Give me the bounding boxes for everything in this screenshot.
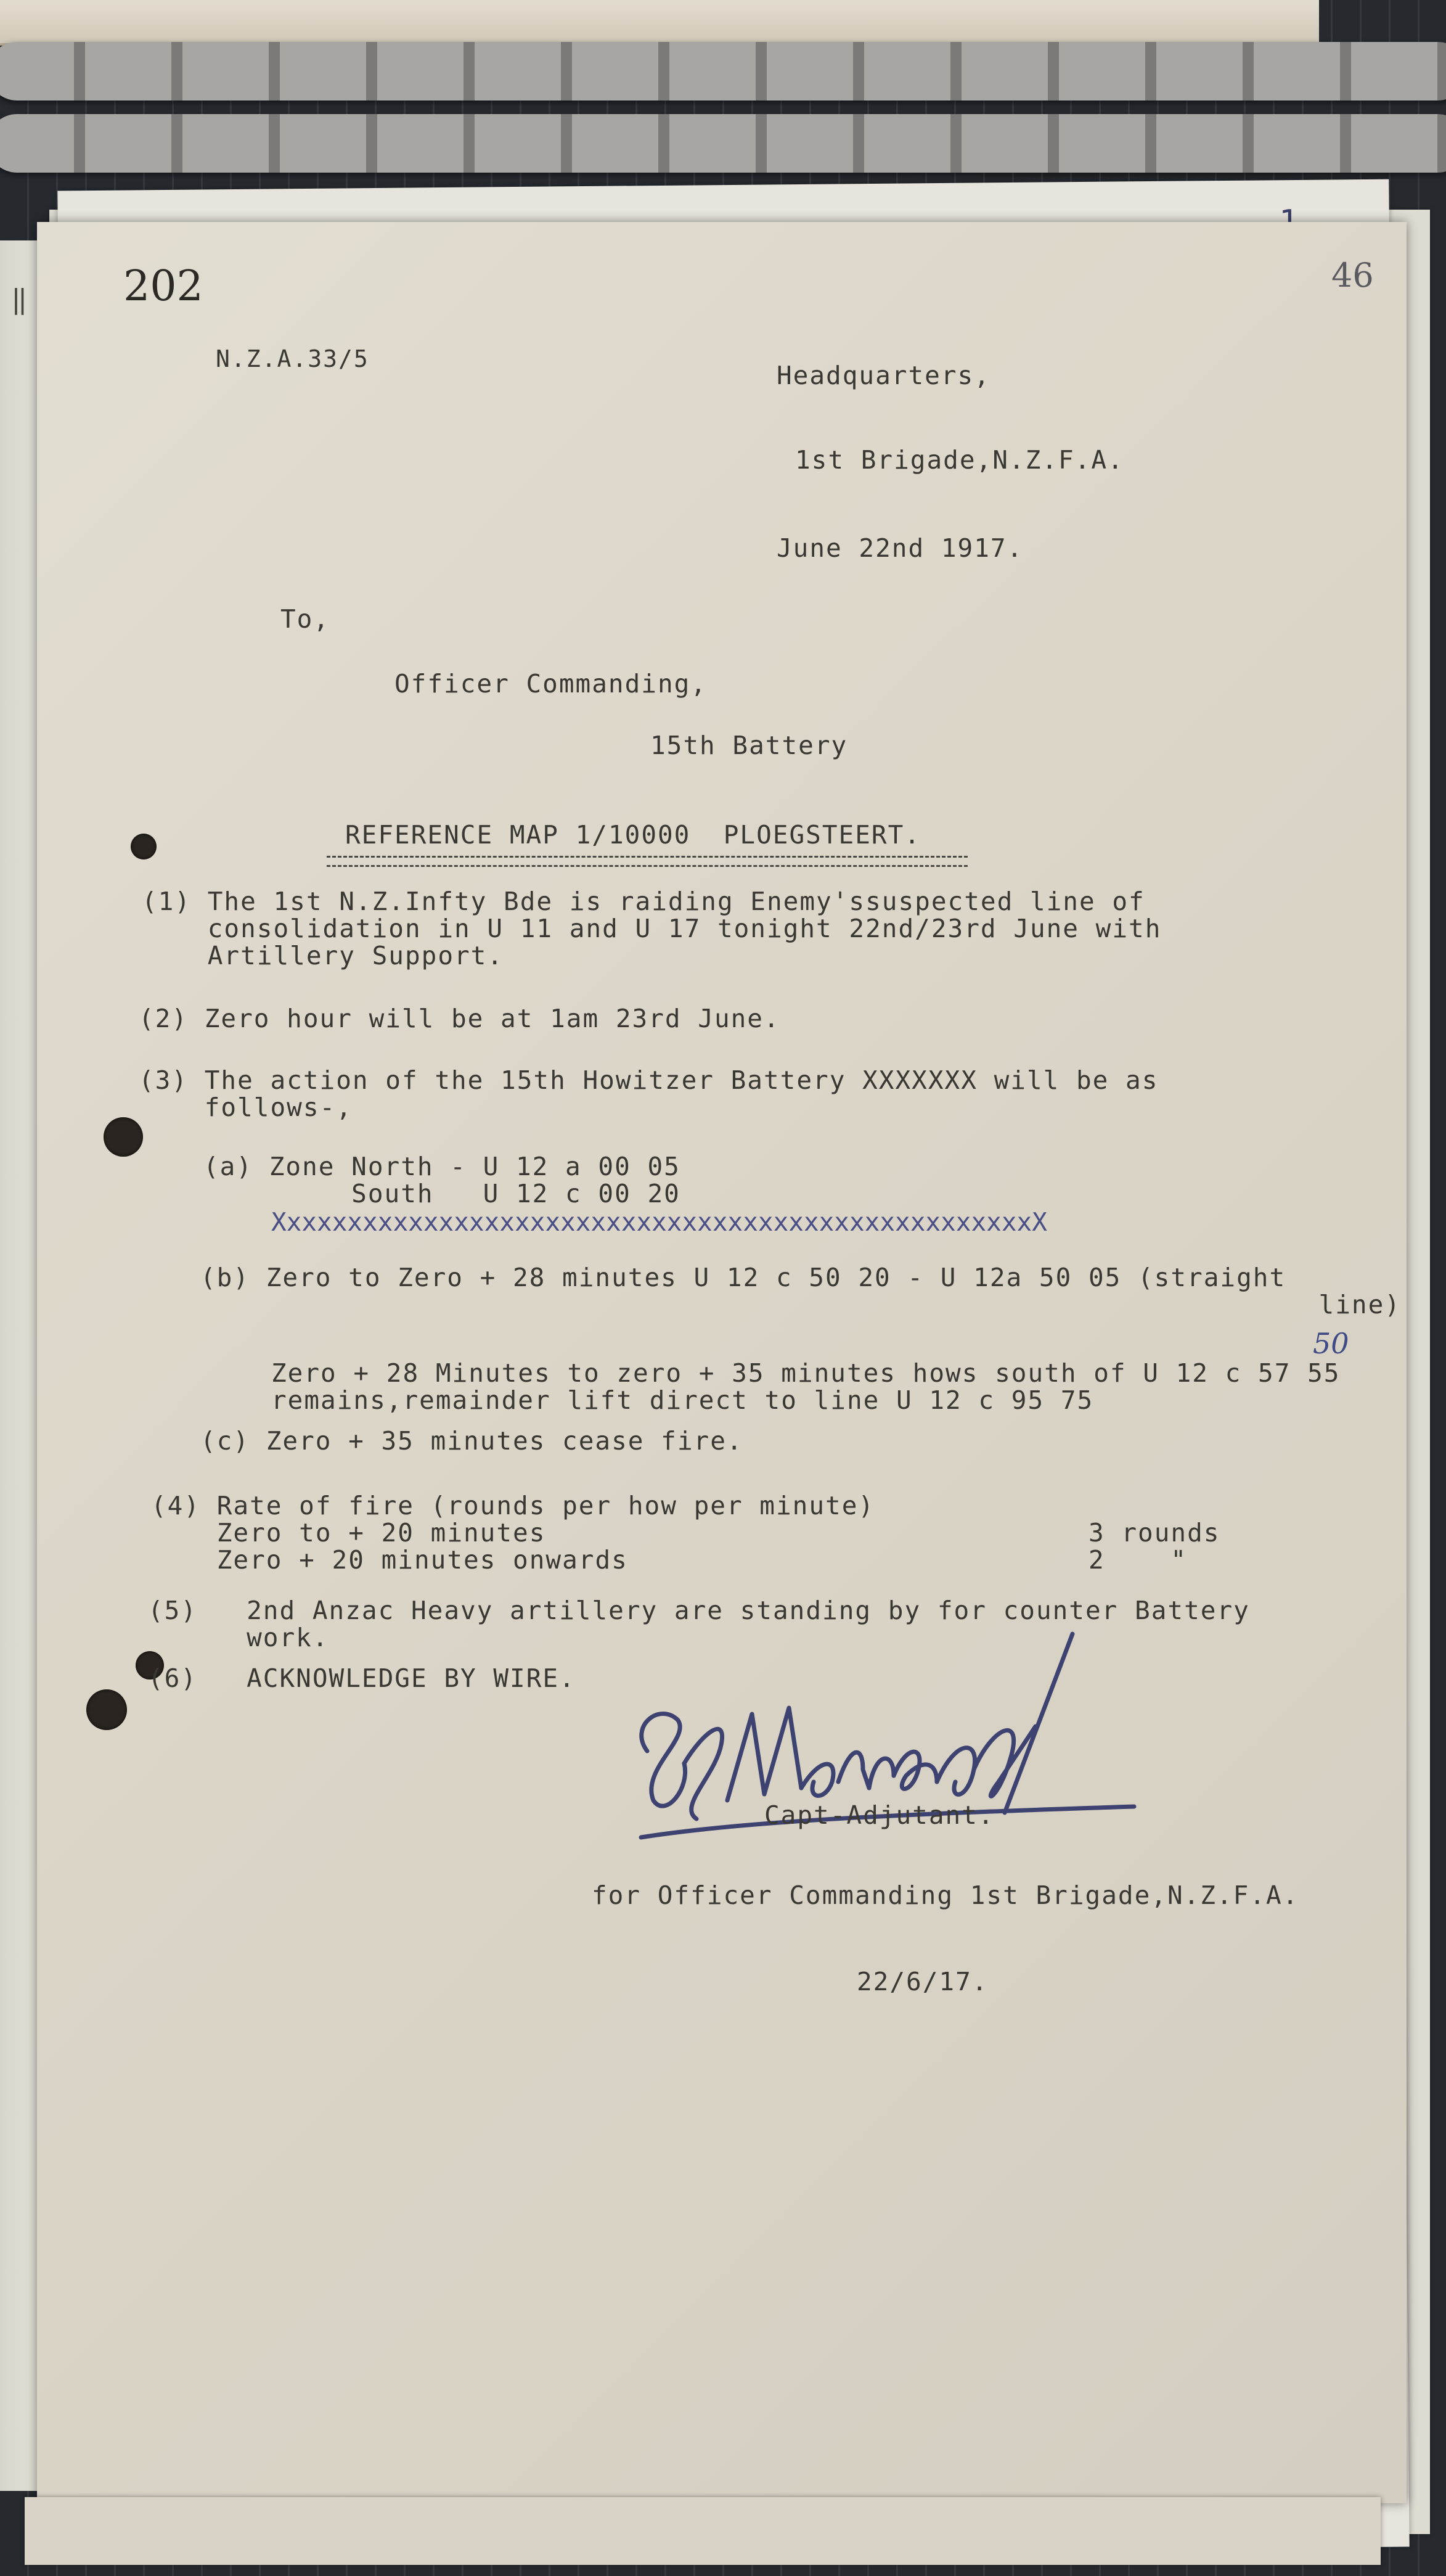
paragraph-3a: (a) Zone North - U 12 a 00 05 South U 12 c 00 20 [203,1152,680,1208]
handwritten-signature [604,1615,1196,1874]
addressee-line: 15th Battery [650,731,848,760]
signatory-for-line: for Officer Commanding 1st Brigade,N.Z.F.A. [592,1881,1299,1910]
paragraph-3c: (c) Zero + 35 minutes cease fire. [200,1426,743,1456]
paragraph-4: (4) Rate of fire (rounds per how per minute) Zero to + 20 minutes 3 rounds Zero + 20 minutes onwards 2 " [151,1491,1220,1575]
struck-out-line: XxxxxxxxxxxxxxxxxxxxxxxxxxxxxxxxxxxxxxxxxxxxxxxxxxX [271,1207,1047,1237]
paragraph-1: (1) The 1st N.Z.Infty Bde is raiding Enemy'ssuspected line of consolidation in U 11 and U 17 tonight 22nd/23rd June with Artillery Support. [142,887,1162,970]
document-page [37,222,1407,2503]
heading-underline [327,856,968,867]
paragraph-3: (3) The action of the 15th Howitzer Battery XXXXXXX will be as follows-, [139,1065,1159,1122]
paragraph-3b-continued: Zero + 28 Minutes to zero + 35 minutes hows south of U 12 c 57 55 remains,remainder lift direct to line U 12 c 95 75 [271,1358,1341,1415]
paragraph-3b: (b) Zero to Zero + 28 minutes U 12 c 50 20 - U 12a 50 05 (straight line) [200,1263,1401,1319]
paragraph-2: (2) Zero hour will be at 1am 23rd June. [139,1004,780,1033]
folio-number: 46 [1331,256,1374,295]
reference-map-heading: REFERENCE MAP 1/10000 PLOEGSTEERT. [345,820,921,850]
document-date: June 22nd 1917. [777,533,1024,563]
binding-cord [0,114,1446,173]
folder-top-edge [0,0,1319,46]
header-line: Headquarters, [777,361,991,390]
paper-clip-icon: ‖ [11,284,28,315]
paragraph-5: (5) 2nd Anzac Heavy artillery are standing by for counter Battery work. [148,1596,1250,1652]
signatory-title: Capt-Adjutant. [764,1800,995,1830]
addressee-line: Officer Commanding, [394,669,707,699]
punch-hole [104,1117,143,1157]
signature-date: 22/6/17. [857,1967,989,1996]
header-line: 1st Brigade,N.Z.F.A. [795,445,1124,475]
punch-hole [131,834,157,859]
to-label: To, [280,604,330,634]
handwritten-correction: 50 [1313,1327,1349,1360]
punch-hole [86,1689,127,1730]
reference-number: N.Z.A.33/5 [216,345,369,372]
paragraph-6: (6) ACKNOWLEDGE BY WIRE. [148,1663,576,1693]
binding-cord [0,42,1446,100]
page-number: 202 [123,262,203,311]
lower-sheet-edge [25,2497,1381,2565]
